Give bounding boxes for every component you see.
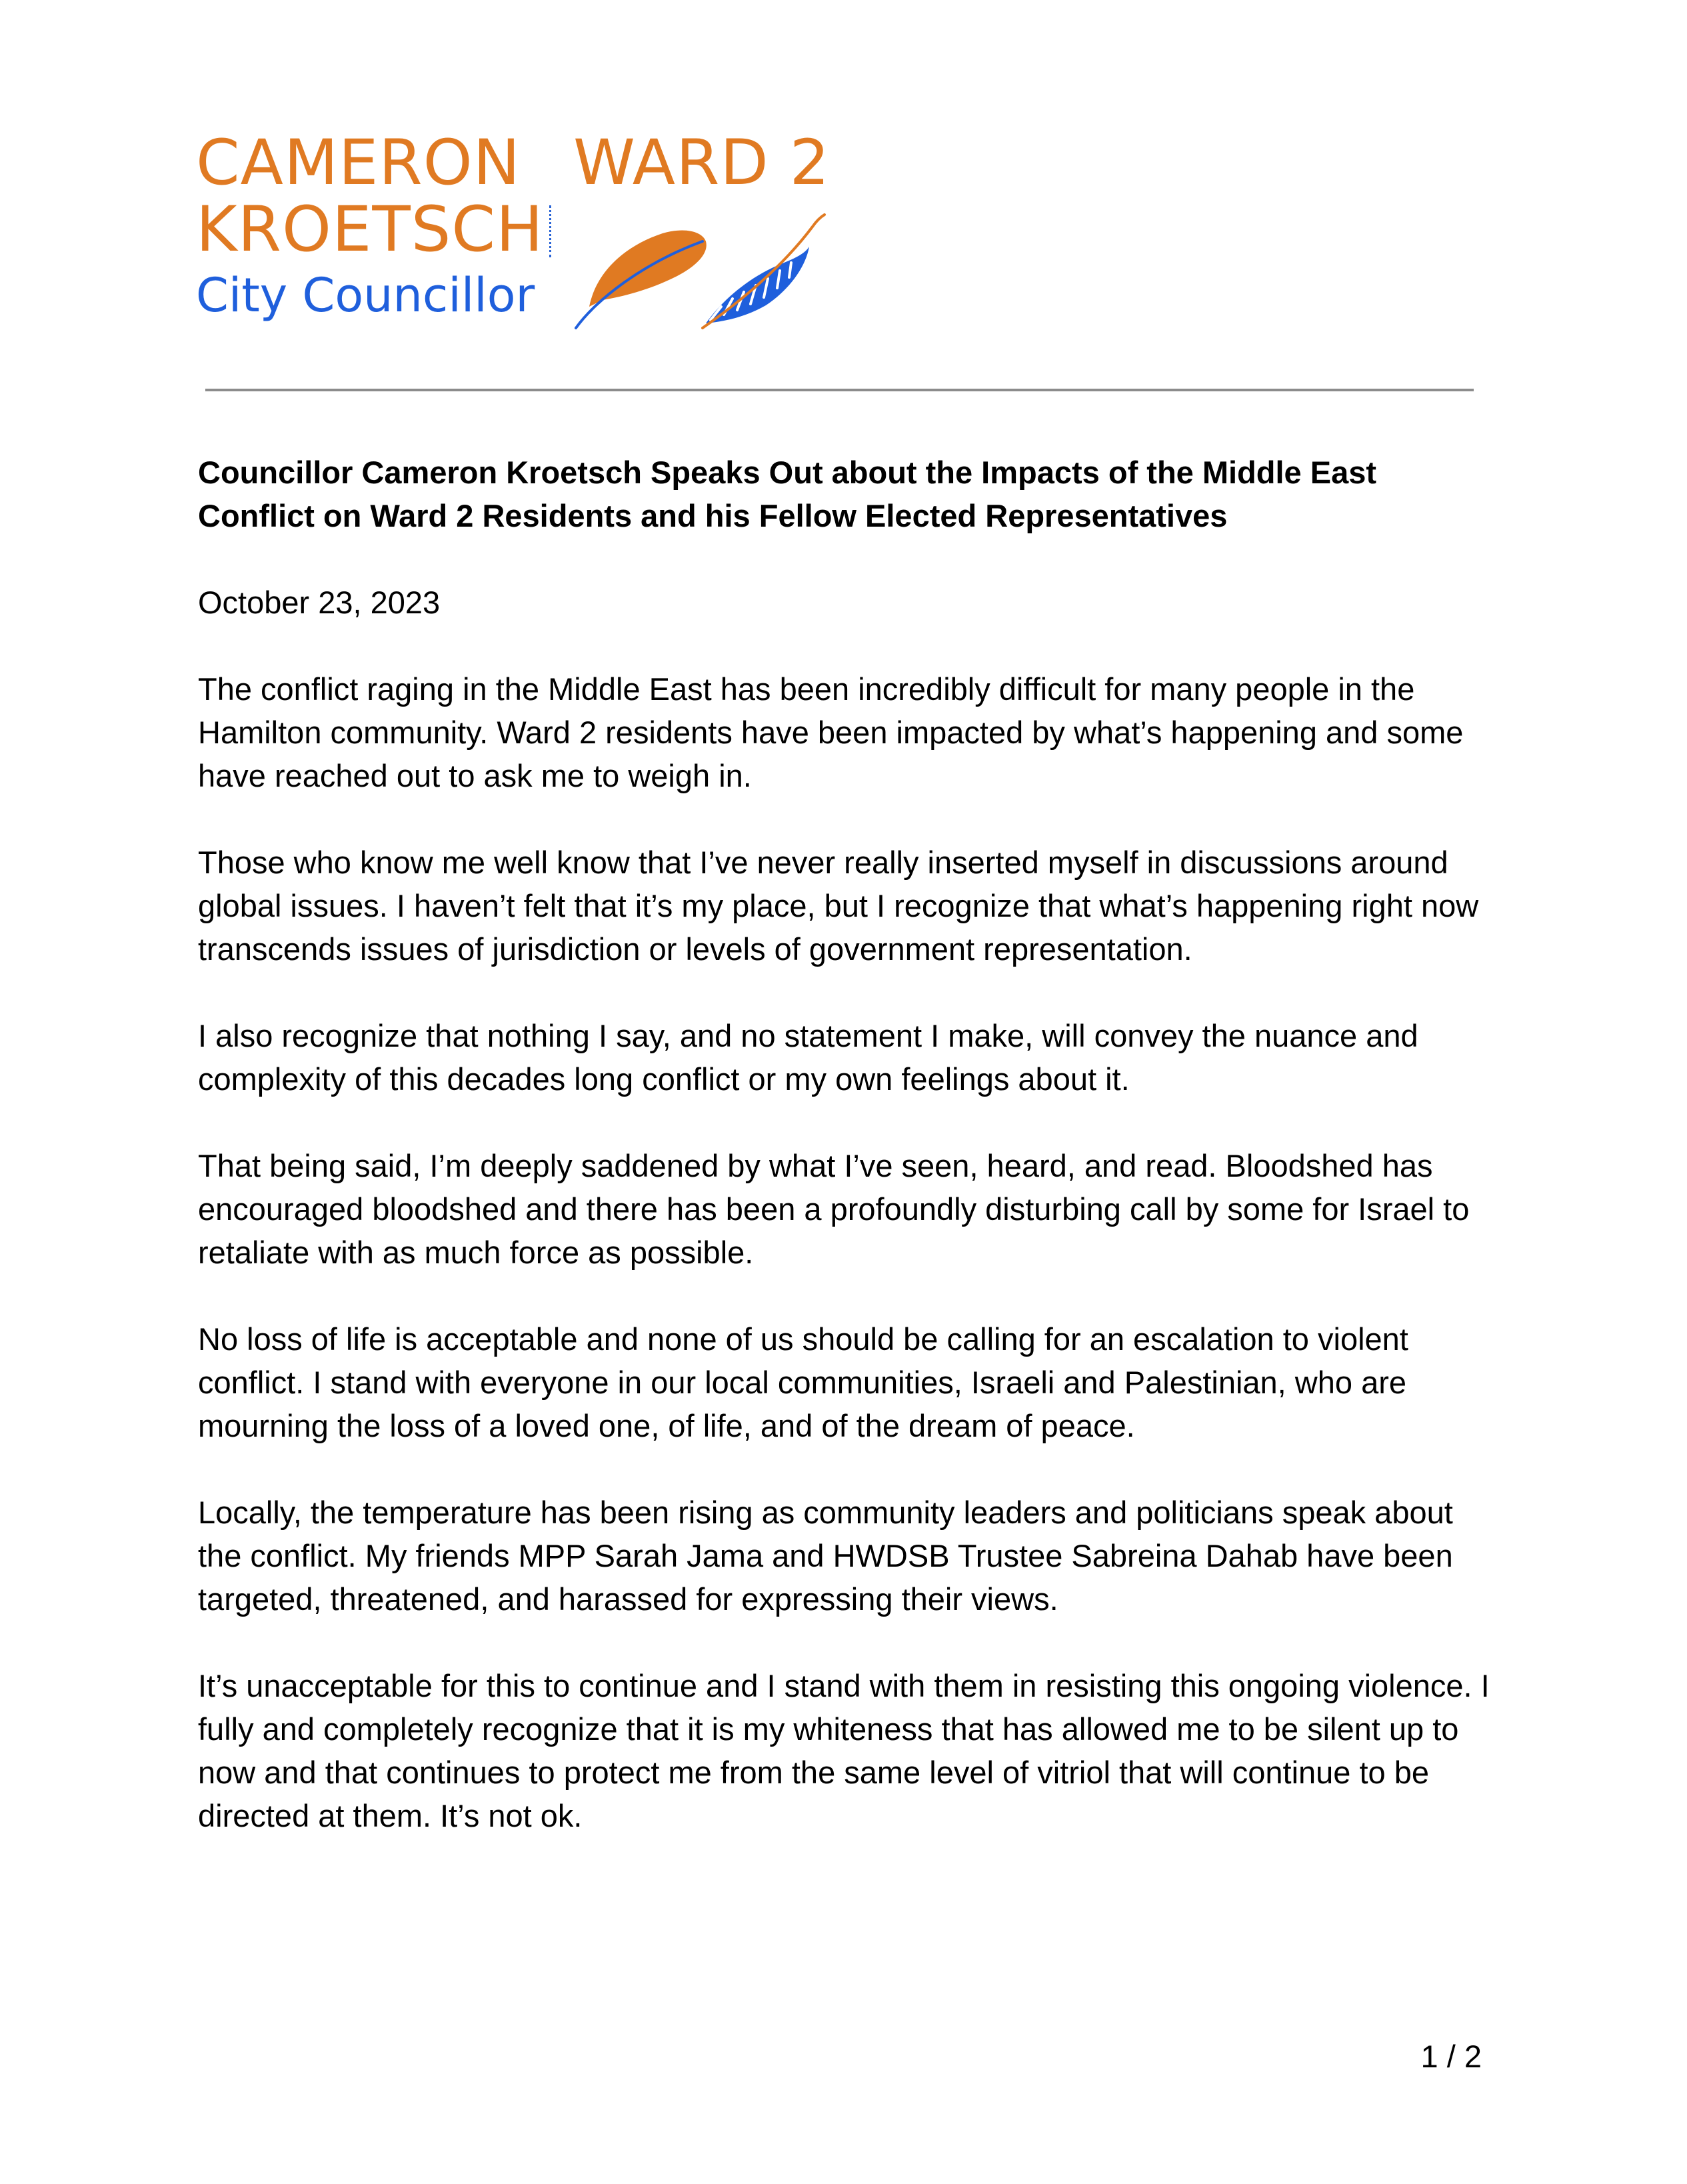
paragraph: Locally, the temperature has been rising as community leaders and politicians speak about the conflict. My friends MPP Sarah Jama and HWDSB Trustee Sabreina Dahab have been targeted, threatened, and harassed for expressing their views. xyxy=(198,1495,1453,1617)
paragraph: I also recognize that nothing I say, and no statement I make, will convey the nuance and complexity of this decades long conflict or my own feelings about it. xyxy=(198,1018,1418,1097)
page-number: 1 / 2 xyxy=(1420,2039,1482,2074)
document-title: Councillor Cameron Kroetsch Speaks Out about the Impacts of the Middle East Conflict on Ward 2 Residents and his Fellow Elected Representatives xyxy=(198,455,1377,533)
blue-feather-icon xyxy=(703,215,825,328)
orange-feather-icon xyxy=(576,231,707,328)
letterhead-ward: WARD 2 xyxy=(573,127,831,199)
letterhead xyxy=(196,127,862,330)
paragraph: The conflict raging in the Middle East has been incredibly difficult for many people in the Hamilton community. Ward 2 residents have been impacted by what’s happening and some have reached out to ask me to weigh in. xyxy=(198,671,1464,793)
document-body xyxy=(198,451,1491,1837)
paragraph: Those who know me well know that I’ve never really inserted myself in discussions around global issues. I haven’t felt that it’s my place, but I recognize that what’s happening right now transcends issues of jurisdiction or levels of government representation. xyxy=(198,845,1479,967)
letterhead-role: City Councillor xyxy=(196,268,535,323)
document-date: October 23, 2023 xyxy=(198,585,441,620)
paragraph: No loss of life is acceptable and none of us should be calling for an escalation to violent conflict. I stand with everyone in our local communities, Israeli and Palestinian, who are mourning the loss of a loved one, of life, and of the dream of peace. xyxy=(198,1321,1408,1443)
paragraph: That being said, I’m deeply saddened by what I’ve seen, heard, and read. Bloodshed has encouraged bloodshed and there has been a profoundly disturbing call by some for Israel to retaliate with as much force as possible. xyxy=(198,1148,1470,1270)
letterhead-name-line1: CAMERON xyxy=(196,127,521,199)
paragraph: It’s unacceptable for this to continue and I stand with them in resisting this ongoing violence. I fully and completely recognize that it is my whiteness that has allowed me to be silent up to now and that continues to protect me from the same level of vitriol that will continue to be directed at them. It’s not ok. xyxy=(198,1668,1490,1833)
feathers-icon xyxy=(569,200,849,333)
letterhead-name-line2: KROETSCH xyxy=(196,193,544,266)
header-rule xyxy=(205,389,1474,391)
letterhead-divider xyxy=(549,205,551,257)
